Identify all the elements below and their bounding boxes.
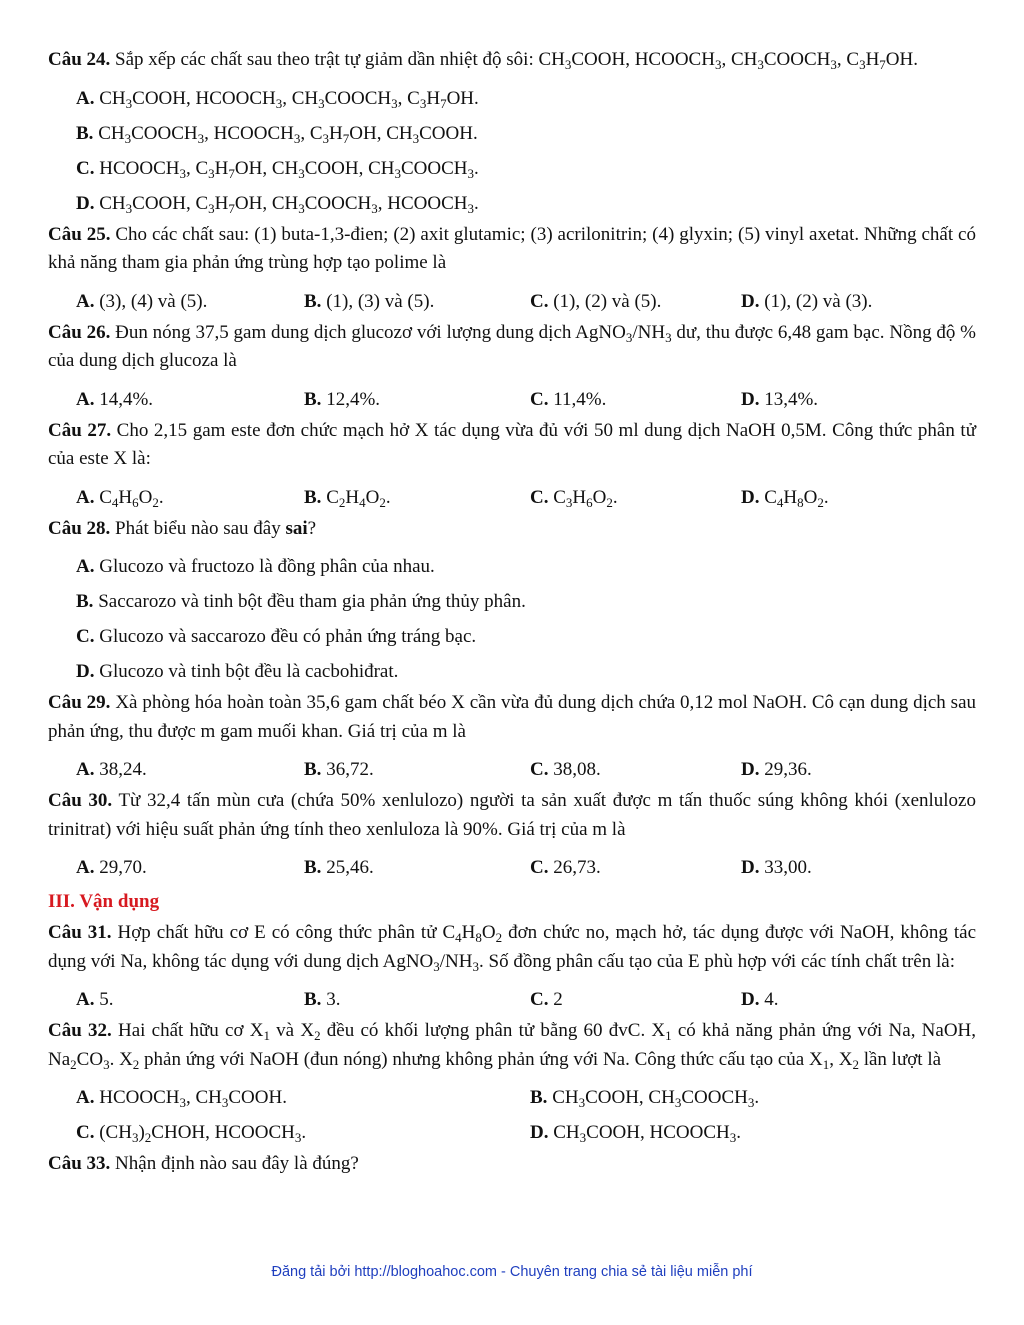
option-text: 26,73. [548,857,601,878]
question-text: Nhận định nào sau đây là đúng? [110,1153,359,1174]
option-label: A. [76,759,95,780]
question-text: Hợp chất hữu cơ E có công thức phân tử $C_4H_8O_2$ đơn chức no, mạch hở, tác dụng được với NaOH, không tác dụng với Na, không tác dụng với dung dịch $AgNO_3/NH_3$. Số đồng phân cấu tạo của E phù hợp với các tính chất trên là: [48,922,977,974]
option-text: 36,72. [321,759,374,780]
q30-options [48,850,976,885]
q31-option-b [304,982,530,1017]
question-text: Phát biểu nào sau đây [110,517,286,539]
q24-option-c [48,151,976,186]
question-26 [48,319,976,376]
q28-option-d [48,654,976,689]
question-30 [48,787,976,844]
option-text: 29,70. [94,857,147,878]
option-label: A. [76,556,95,577]
option-text: (3), (4) và (5). [94,290,208,312]
option-text: 3. [321,989,341,1010]
question-label: Câu 33. [48,1153,111,1174]
option-text: Glucozo và saccarozo đều có phản ứng tráng bạc. [94,626,477,647]
option-text: $(CH_3)_2CHOH$, $HCOOCH_3$. [94,1122,307,1145]
option-text: 5. [94,989,114,1010]
option-label: A. [76,486,95,508]
q24-option-d [48,186,976,221]
q29-option-b [304,752,530,787]
option-label: D. [741,290,760,312]
option-label: D. [76,192,95,214]
option-label: D. [76,661,95,682]
question-emphasis: sai [285,517,308,539]
question-label: Câu 28. [48,517,111,539]
option-label: A. [76,989,95,1010]
option-text: 14,4%. [94,388,154,410]
option-label: B. [304,759,322,780]
option-label: D. [741,857,760,878]
option-text: Saccarozo và tinh bột đều tham gia phản ứng thủy phân. [93,591,526,612]
option-text: 29,36. [759,759,812,780]
q29-option-c [530,752,741,787]
option-label: B. [530,1087,548,1108]
q30-option-d [741,850,812,885]
option-text: 25,46. [321,857,374,878]
option-label: A. [76,857,95,878]
option-label: A. [76,87,95,109]
question-label: Câu 27. [48,419,112,441]
question-31 [48,919,976,976]
q25-options [48,284,976,319]
option-text: (1), (2) và (3). [759,290,873,312]
q27-option-d [741,480,829,515]
option-text: $C_4H_6O_2$. [94,486,164,510]
q32-options-row-1 [48,1080,976,1115]
option-label: C. [76,626,95,647]
option-label: D. [741,388,760,410]
option-label: C. [530,290,549,312]
option-label: C. [530,857,549,878]
option-label: C. [530,486,549,508]
q32-option-b [530,1080,759,1115]
q28-option-c [48,619,976,654]
option-label: B. [304,486,322,508]
q32-option-c [76,1115,530,1150]
option-text: 2 [548,989,563,1010]
option-text: (1), (3) và (5). [321,290,435,312]
option-label: B. [304,857,322,878]
option-label: B. [76,122,94,144]
question-27 [48,417,976,474]
option-label: D. [741,486,760,508]
question-text: Cho các chất sau: (1) buta-1,3-đien; (2) axit glutamic; (3) acrilonitrin; (4) glyxin; (5) vinyl axetat. Những chất có khả năng tham gia phản ứng trùng hợp tạo polime là [48,223,976,273]
option-label: D. [741,989,760,1010]
question-text: Hai chất hữu cơ $X_1$ và $X_2$ đều có khối lượng phân tử bằng 60 đvC. $X_1$ có khả năng phản ứng với Na, NaOH, $Na_2CO_3$. $X_2$ phản ứng với NaOH (đun nóng) nhưng không phản ứng với Na. Công thức cấu tạo của $X_1$, $X_2$ lần lượt là [48,1020,977,1072]
q29-option-d [741,752,812,787]
option-text: 33,00. [759,857,812,878]
q24-option-a [48,81,976,116]
q25-option-a [76,284,304,319]
option-label: A. [76,1087,95,1108]
q25-option-d [741,284,872,319]
q32-option-a [76,1080,530,1115]
option-label: B. [304,290,322,312]
question-label: Câu 29. [48,692,111,713]
q28-option-b [48,584,976,619]
q30-option-a [76,850,304,885]
option-label: B. [304,989,322,1010]
option-text: 13,4%. [759,388,819,410]
q27-option-b [304,480,530,515]
option-text: $CH_3COOCH_3$, $HCOOCH_3$, $C_3H_7OH$, $CH_3COOH$. [93,122,478,146]
option-text: $CH_3COOH$, $C_3H_7OH$, $CH_3COOCH_3$, $HCOOCH_3$. [94,192,479,216]
document-page [48,46,976,1179]
q31-option-c [530,982,741,1017]
option-text: $HCOOCH_3$, $C_3H_7OH$, $CH_3COOH$, $CH_3COOCH_3$. [94,157,479,181]
question-24 [48,46,976,75]
option-label: B. [304,388,322,410]
option-label: D. [741,759,760,780]
option-label: C. [530,989,549,1010]
q25-option-c [530,284,741,319]
q27-option-a [76,480,304,515]
option-label: A. [76,290,95,312]
q32-option-d [530,1115,741,1150]
option-text: (1), (2) và (5). [548,290,662,312]
option-label: C. [76,1122,95,1143]
option-text: 38,24. [94,759,147,780]
q28-option-a [48,549,976,584]
option-text: Glucozo và fructozo là đồng phân của nhau. [94,556,435,577]
option-text: $HCOOCH_3$, $CH_3COOH$. [94,1087,287,1110]
q26-options [48,382,976,417]
option-label: A. [76,388,95,410]
q27-option-c [530,480,741,515]
option-text: 12,4%. [321,388,381,410]
question-text-end: ? [307,517,317,539]
q29-options [48,752,976,787]
q31-option-d [741,982,778,1017]
question-text: Sắp xếp các chất sau theo trật tự giảm dần nhiệt độ sôi: $CH_3COOH$, $HCOOCH_3$, $CH_3COOCH_3$, $C_3H_7OH$. [110,49,918,72]
q26-option-b [304,382,530,417]
q26-option-c [530,382,741,417]
q32-options-row-2 [48,1115,976,1150]
q31-option-a [76,982,304,1017]
option-text: $C_2H_4O_2$. [321,486,391,510]
question-32 [48,1017,976,1074]
q26-option-d [741,382,818,417]
question-label: Câu 32. [48,1020,112,1041]
option-text: $C_4H_8O_2$. [759,486,829,510]
option-text: 38,08. [548,759,601,780]
option-text: 11,4%. [548,388,607,410]
q30-option-c [530,850,741,885]
question-text: Đun nóng 37,5 gam dung dịch glucozơ với lượng dung dịch $AgNO_3/NH_3$ dư, thu được 6,48 gam bạc. Nồng độ % của dung dịch glucoza là [48,321,976,371]
option-label: C. [76,157,95,179]
question-label: Câu 25. [48,223,111,245]
option-text: 4. [759,989,779,1010]
option-text: $CH_3COOH$, $HCOOCH_3$, $CH_3COOCH_3$, $C_3H_7OH$. [94,87,479,111]
option-text: $CH_3COOH$, $HCOOCH_3$. [548,1122,741,1145]
question-29 [48,689,976,746]
option-text: $CH_3COOH$, $CH_3COOCH_3$. [547,1087,760,1110]
question-28 [48,515,976,544]
footer-credit: Đăng tải bởi http://bloghoahoc.com - Chuyên trang chia sẻ tài liệu miễn phí [271,1264,753,1280]
option-label: D. [530,1122,549,1143]
question-label: Câu 30. [48,790,113,811]
section-heading: III. Vận dụng [48,891,160,912]
q30-option-b [304,850,530,885]
option-text: Glucozo và tinh bột đều là cacbohiđrat. [94,661,399,682]
option-label: C. [530,388,549,410]
question-label: Câu 24. [48,49,111,70]
q24-option-b [48,116,976,151]
option-label: B. [76,591,94,612]
option-text: $C_3H_6O_2$. [548,486,618,510]
question-label: Câu 31. [48,922,112,943]
question-label: Câu 26. [48,321,111,343]
question-text: Xà phòng hóa hoàn toàn 35,6 gam chất béo X cần vừa đủ dung dịch chứa 0,12 mol NaOH. Cô cạn dung dịch sau phản ứng, thu được m gam muối khan. Giá trị của m là [48,692,976,742]
question-33 [48,1150,976,1179]
question-text: Cho 2,15 gam este đơn chức mạch hở X tác dụng vừa đủ với 50 ml dung dịch NaOH 0,5M. Công thức phân tử của este X là: [48,419,976,469]
question-text: Từ 32,4 tấn mùn cưa (chứa 50% xenlulozo) người ta sản xuất được m tấn thuốc súng không khói (xenlulozo trinitrat) với hiệu suất phản ứng tính theo xenluloza là 90%. Giá trị của m là [48,790,976,840]
q26-option-a [76,382,304,417]
question-25 [48,221,976,278]
q29-option-a [76,752,304,787]
option-label: C. [530,759,549,780]
q31-options [48,982,976,1017]
q27-options [48,480,976,515]
q25-option-b [304,284,530,319]
